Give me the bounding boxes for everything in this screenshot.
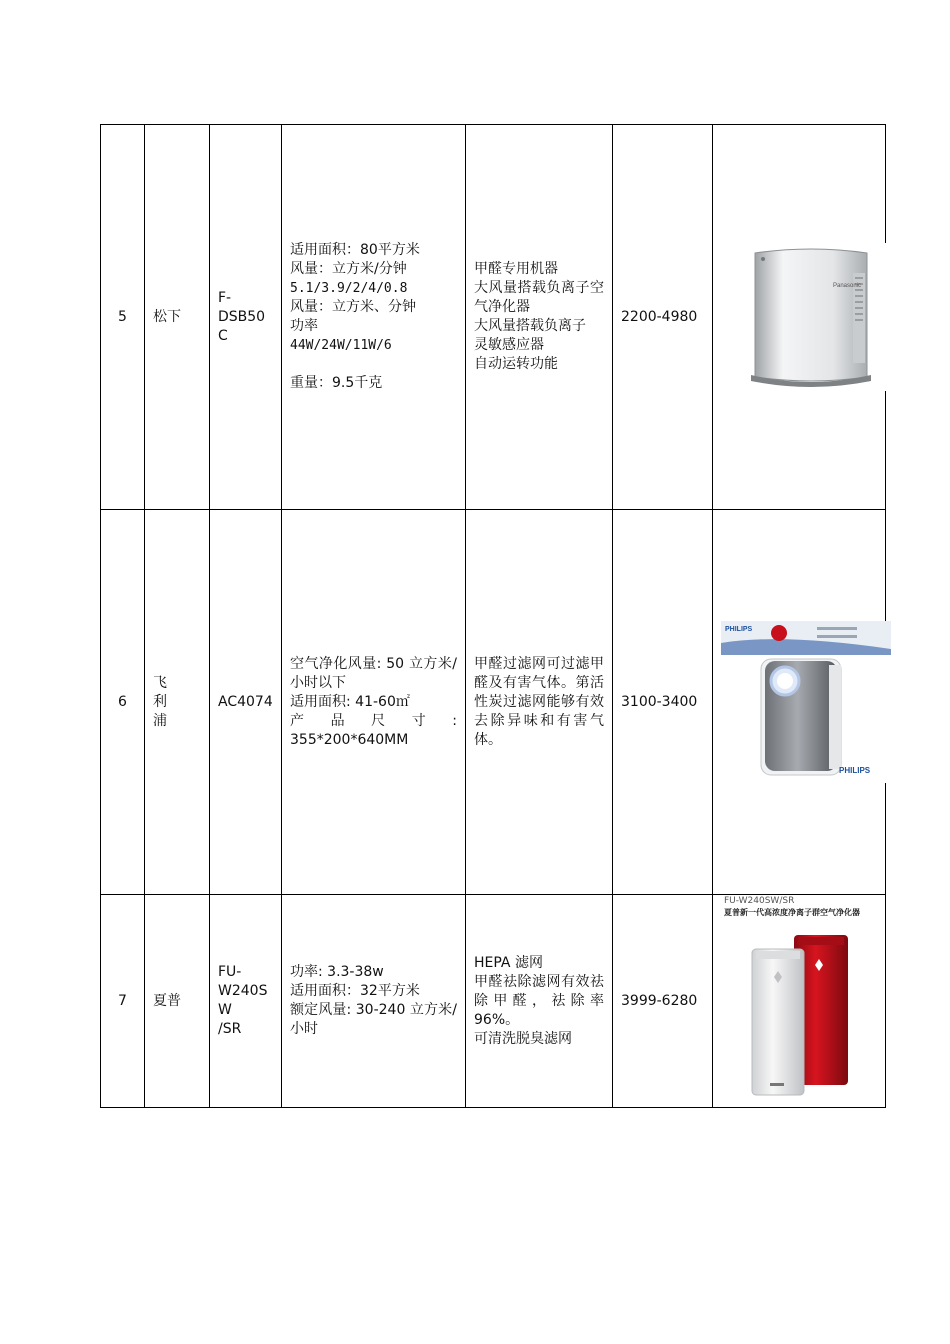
- product-table: [100, 124, 886, 1108]
- model-cell: [210, 895, 282, 1108]
- spec-line: [290, 355, 457, 374]
- image-caption-title: 夏普新一代高浓度净离子群空气净化器: [724, 908, 860, 917]
- feature-line: 可清洗脱臭滤网: [474, 1030, 572, 1047]
- row-number: 7: [101, 895, 145, 1108]
- spec-line: 5.1/3.9/2/4/0.8: [290, 281, 408, 296]
- feature-line: 大风量搭载负离子: [474, 318, 586, 334]
- spec-line: 产 品 尺 寸 :: [290, 712, 457, 729]
- image-cell: [713, 125, 886, 510]
- brand-cell: 松下: [145, 125, 210, 510]
- image-cell: [713, 510, 886, 895]
- price-cell: 3999-6280: [613, 895, 713, 1108]
- price-cell: 2200-4980: [613, 125, 713, 510]
- image-cell: [713, 895, 886, 1108]
- panasonic-purifier-drawing: [721, 243, 891, 391]
- sharp-purifier-drawing: [724, 919, 874, 1105]
- sharp-air-purifier-photo: [724, 895, 874, 1107]
- model-line: W240SW: [218, 983, 268, 1018]
- feature-line: HEPA 滤网: [474, 954, 543, 971]
- philips-logo-bottom: PHILIPS: [839, 766, 871, 775]
- feature-line: 自动运转功能: [474, 356, 558, 372]
- spec-cell: [282, 895, 466, 1108]
- spec-line: 适用面积: 41-60㎡: [290, 693, 410, 710]
- spec-line: 功率: [290, 318, 318, 334]
- model-line: FU-: [218, 964, 242, 980]
- spec-line: 44W/24W/11W/6: [290, 338, 392, 353]
- spec-line: 355*200*640MM: [290, 731, 409, 748]
- model-cell: [210, 125, 282, 510]
- model-line: AC4074: [218, 693, 273, 710]
- feature-line: 甲醛祛除滤网有效祛除甲醛，祛除率96%。: [474, 973, 604, 1028]
- model-cell: [210, 510, 282, 895]
- spec-cell: [282, 125, 466, 510]
- table-row: [101, 895, 886, 1108]
- spec-line: 重量：9.5千克: [290, 375, 383, 391]
- table-row: [101, 125, 886, 510]
- panasonic-air-purifier-photo: [721, 243, 891, 391]
- spec-line: 风量：立方米、分钟: [290, 299, 416, 315]
- philips-purifier-drawing: [721, 621, 891, 783]
- philips-air-purifier-photo: [721, 621, 891, 783]
- spec-cell: [282, 510, 466, 895]
- row-number: 6: [101, 510, 145, 895]
- model-line: DSB50C: [218, 308, 266, 344]
- feature-line: 大风量搭载负离子空气净化器: [474, 280, 604, 315]
- table-row: [101, 510, 886, 895]
- spec-line: 额定风量: 30-240 立方米/小时: [290, 1002, 457, 1037]
- feature-cell: [466, 125, 613, 510]
- brand-text: 飞 利 浦: [153, 674, 181, 729]
- brand-cell: [145, 510, 210, 895]
- model-line: /SR: [218, 1021, 242, 1037]
- brand-cell: 夏普: [145, 895, 210, 1108]
- spec-line: 适用面积：32平方米: [290, 983, 420, 999]
- price-cell: 3100-3400: [613, 510, 713, 895]
- feature-cell: [466, 895, 613, 1108]
- feature-cell: [466, 510, 613, 895]
- spec-line: 风量：立方米/分钟: [290, 261, 407, 277]
- feature-line: 甲醛专用机器: [474, 261, 558, 277]
- feature-line: 甲醛过滤网可过滤甲醛及有害气体。第活性炭过滤网能够有效去除异味和有害气体。: [474, 655, 604, 748]
- image-caption-model: FU-W240SW/SR: [724, 896, 795, 906]
- row-number: 5: [101, 125, 145, 510]
- spec-line: 适用面积：80平方米: [290, 242, 420, 258]
- model-line: F-: [218, 289, 232, 306]
- spec-line: 空气净化风量: 50 立方米/小时以下: [290, 655, 457, 691]
- spec-line: 功率: 3.3-38w: [290, 964, 384, 980]
- panasonic-logo: Panasonic: [833, 283, 862, 289]
- philips-logo-top: PHILIPS: [725, 626, 753, 633]
- feature-line: 灵敏感应器: [474, 337, 544, 353]
